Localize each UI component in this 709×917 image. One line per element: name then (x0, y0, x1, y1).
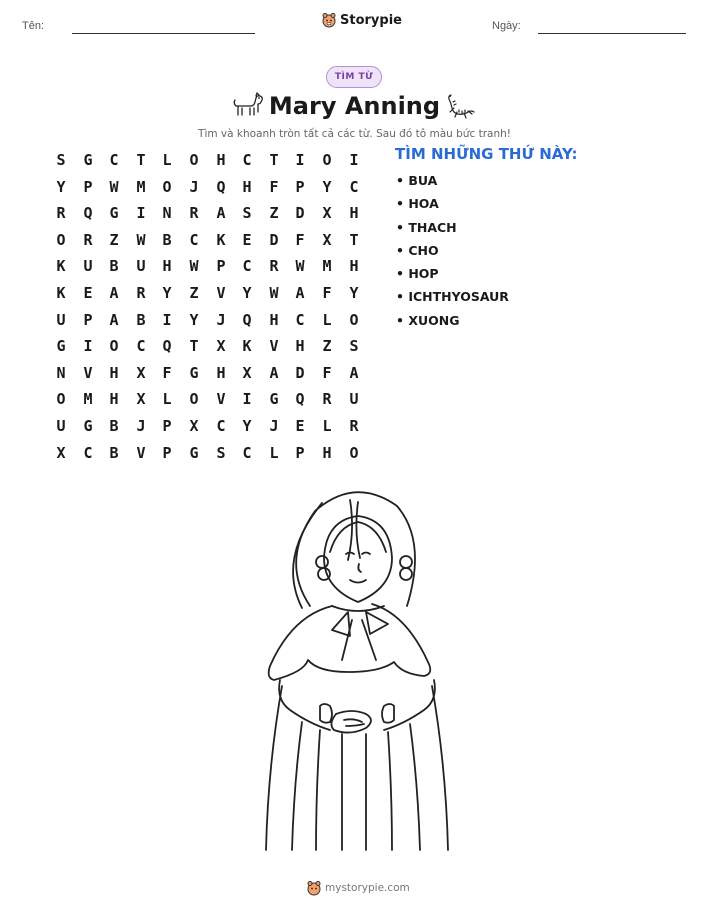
name-line[interactable] (72, 33, 255, 34)
footer-url[interactable]: mystorypie.com (325, 882, 410, 894)
grid-letter[interactable]: I (349, 151, 359, 169)
grid-letter[interactable]: Q (83, 204, 93, 222)
word-list-title: TÌM NHỮNG THỨ NÀY: (395, 145, 578, 163)
grid-letter[interactable]: Z (322, 337, 332, 355)
grid-letter[interactable]: E (83, 284, 93, 302)
grid-letter[interactable]: W (269, 284, 279, 302)
grid-letter[interactable]: G (109, 204, 119, 222)
grid-letter[interactable]: X (216, 337, 226, 355)
grid-letter[interactable]: C (242, 257, 252, 275)
grid-letter[interactable]: P (295, 444, 305, 462)
grid-letter[interactable]: X (136, 364, 146, 382)
grid-letter[interactable]: A (109, 311, 119, 329)
grid-letter[interactable]: H (349, 257, 359, 275)
grid-letter[interactable]: J (136, 417, 146, 435)
grid-letter[interactable]: A (295, 284, 305, 302)
grid-letter[interactable]: M (322, 257, 332, 275)
grid-letter[interactable]: A (269, 364, 279, 382)
grid-letter[interactable]: H (322, 444, 332, 462)
grid-letter[interactable]: S (349, 337, 359, 355)
date-line[interactable] (538, 33, 686, 34)
grid-letter[interactable]: I (242, 390, 252, 408)
grid-letter[interactable]: O (109, 337, 119, 355)
grid-letter[interactable]: C (295, 311, 305, 329)
grid-letter[interactable]: G (269, 390, 279, 408)
grid-letter[interactable]: K (242, 337, 252, 355)
grid-letter[interactable]: M (83, 390, 93, 408)
grid-letter[interactable]: Y (242, 417, 252, 435)
grid-letter[interactable]: Y (56, 178, 66, 196)
grid-letter[interactable]: P (83, 311, 93, 329)
grid-letter[interactable]: C (242, 151, 252, 169)
grid-letter[interactable]: H (349, 204, 359, 222)
grid-letter[interactable]: R (136, 284, 146, 302)
grid-letter[interactable]: S (216, 444, 226, 462)
plesiosaur-fossil-icon (444, 92, 476, 122)
storypie-logo-icon (307, 880, 321, 896)
grid-letter[interactable]: F (322, 364, 332, 382)
grid-letter[interactable]: Z (109, 231, 119, 249)
grid-letter[interactable]: U (349, 390, 359, 408)
grid-letter[interactable]: X (56, 444, 66, 462)
grid-letter[interactable]: F (162, 364, 172, 382)
grid-letter[interactable]: R (189, 204, 199, 222)
grid-letter[interactable]: G (189, 444, 199, 462)
grid-letter[interactable]: L (162, 390, 172, 408)
grid-letter[interactable]: R (56, 204, 66, 222)
grid-letter[interactable]: D (295, 204, 305, 222)
grid-letter[interactable]: K (216, 231, 226, 249)
word-item: • HOA (396, 196, 439, 212)
grid-letter[interactable]: J (269, 417, 279, 435)
worksheet-type-badge: TÌM TỪ (326, 66, 382, 88)
grid-letter[interactable]: I (83, 337, 93, 355)
grid-letter[interactable]: F (269, 178, 279, 196)
grid-letter[interactable]: E (295, 417, 305, 435)
grid-letter[interactable]: Y (349, 284, 359, 302)
grid-letter[interactable]: L (269, 444, 279, 462)
grid-letter[interactable]: R (322, 390, 332, 408)
grid-letter[interactable]: A (109, 284, 119, 302)
mary-anning-coloring-illustration[interactable] (262, 488, 452, 854)
instructions: Tìm và khoanh tròn tất cả các từ. Sau đó tô màu bức tranh! (198, 128, 511, 140)
grid-letter[interactable]: D (295, 364, 305, 382)
grid-letter[interactable]: Y (322, 178, 332, 196)
grid-letter[interactable]: K (56, 284, 66, 302)
grid-letter[interactable]: B (109, 257, 119, 275)
grid-letter[interactable]: B (109, 444, 119, 462)
word-item: • XUONG (396, 312, 460, 328)
grid-letter[interactable]: Q (216, 178, 226, 196)
grid-letter[interactable]: B (136, 311, 146, 329)
grid-letter[interactable]: I (295, 151, 305, 169)
grid-letter[interactable]: R (349, 417, 359, 435)
word-item: • THACH (396, 219, 457, 235)
grid-letter[interactable]: L (162, 151, 172, 169)
brand (322, 12, 402, 28)
grid-letter[interactable]: A (216, 204, 226, 222)
grid-letter[interactable]: G (83, 151, 93, 169)
grid-letter[interactable]: C (349, 178, 359, 196)
grid-letter[interactable]: O (162, 178, 172, 196)
grid-letter[interactable]: T (349, 231, 359, 249)
grid-letter[interactable]: O (189, 390, 199, 408)
grid-letter[interactable]: H (295, 337, 305, 355)
grid-letter[interactable]: U (136, 257, 146, 275)
grid-letter[interactable]: O (56, 390, 66, 408)
storypie-logo-icon (322, 12, 336, 28)
grid-letter[interactable]: N (56, 364, 66, 382)
grid-letter[interactable]: B (162, 231, 172, 249)
grid-letter[interactable]: W (189, 257, 199, 275)
grid-letter[interactable]: F (322, 284, 332, 302)
grid-letter[interactable]: H (242, 178, 252, 196)
grid-letter[interactable]: Z (189, 284, 199, 302)
grid-letter[interactable]: G (56, 337, 66, 355)
grid-letter[interactable]: P (162, 417, 172, 435)
grid-letter[interactable]: Y (162, 284, 172, 302)
grid-letter[interactable]: W (109, 178, 119, 196)
brand-name: Storypie (340, 12, 402, 28)
grid-letter[interactable]: P (216, 257, 226, 275)
grid-letter[interactable]: P (162, 444, 172, 462)
grid-letter[interactable]: U (56, 311, 66, 329)
date-label: Ngày: (492, 20, 521, 32)
grid-letter[interactable]: C (109, 151, 119, 169)
grid-letter[interactable]: C (216, 417, 226, 435)
grid-letter[interactable]: H (269, 311, 279, 329)
word-item: • ICHTHYOSAUR (396, 289, 509, 305)
name-label: Tên: (22, 20, 45, 32)
grid-letter[interactable]: Z (269, 204, 279, 222)
grid-letter[interactable]: P (83, 178, 93, 196)
grid-letter[interactable]: J (189, 178, 199, 196)
grid-letter[interactable]: X (136, 390, 146, 408)
grid-letter[interactable]: R (83, 231, 93, 249)
grid-letter[interactable]: H (109, 390, 119, 408)
grid-letter[interactable]: T (189, 337, 199, 355)
grid-letter[interactable]: F (295, 231, 305, 249)
footer (307, 880, 410, 896)
grid-letter[interactable]: H (216, 151, 226, 169)
word-item: • HOP (396, 266, 439, 282)
grid-letter[interactable]: P (295, 178, 305, 196)
grid-letter[interactable]: Y (189, 311, 199, 329)
grid-letter[interactable]: Q (295, 390, 305, 408)
grid-letter[interactable]: O (349, 444, 359, 462)
grid-letter[interactable]: U (56, 417, 66, 435)
grid-letter[interactable]: T (269, 151, 279, 169)
grid-letter[interactable]: H (216, 364, 226, 382)
grid-letter[interactable]: V (216, 390, 226, 408)
grid-letter[interactable]: H (162, 257, 172, 275)
grid-letter[interactable]: S (56, 151, 66, 169)
grid-letter[interactable]: G (83, 417, 93, 435)
grid-letter[interactable]: O (56, 231, 66, 249)
word-item: • BUA (396, 173, 438, 188)
grid-letter[interactable]: X (322, 204, 332, 222)
grid-letter[interactable]: K (56, 257, 66, 275)
grid-letter[interactable]: C (136, 337, 146, 355)
grid-letter[interactable]: M (136, 178, 146, 196)
grid-letter[interactable]: O (322, 151, 332, 169)
grid-letter[interactable]: U (83, 257, 93, 275)
grid-letter[interactable]: T (136, 151, 146, 169)
word-list (396, 172, 509, 335)
grid-letter[interactable]: I (136, 204, 146, 222)
grid-letter[interactable]: D (269, 231, 279, 249)
grid-letter[interactable]: C (242, 444, 252, 462)
grid-letter[interactable]: C (189, 231, 199, 249)
grid-letter[interactable]: W (136, 231, 146, 249)
grid-letter[interactable]: R (269, 257, 279, 275)
grid-letter[interactable]: Q (162, 337, 172, 355)
grid-letter[interactable]: Y (242, 284, 252, 302)
word-item: • CHO (396, 242, 439, 258)
grid-letter[interactable]: V (269, 337, 279, 355)
grid-letter[interactable]: Q (242, 311, 252, 329)
grid-letter[interactable]: C (83, 444, 93, 462)
grid-letter[interactable]: N (162, 204, 172, 222)
grid-letter[interactable]: E (242, 231, 252, 249)
grid-letter[interactable]: I (162, 311, 172, 329)
grid-letter[interactable]: B (109, 417, 119, 435)
grid-letter[interactable]: W (295, 257, 305, 275)
grid-letter[interactable]: O (189, 151, 199, 169)
grid-letter[interactable]: V (216, 284, 226, 302)
grid-letter[interactable]: J (216, 311, 226, 329)
grid-letter[interactable]: S (242, 204, 252, 222)
grid-letter[interactable]: H (109, 364, 119, 382)
grid-letter[interactable]: G (189, 364, 199, 382)
page-title: Mary Anning (268, 92, 441, 120)
grid-letter[interactable]: A (349, 364, 359, 382)
grid-letter[interactable]: X (189, 417, 199, 435)
grid-letter[interactable]: L (322, 417, 332, 435)
grid-letter[interactable]: V (83, 364, 93, 382)
grid-letter[interactable]: X (322, 231, 332, 249)
grid-letter[interactable]: L (322, 311, 332, 329)
grid-letter[interactable]: V (136, 444, 146, 462)
grid-letter[interactable]: O (349, 311, 359, 329)
grid-letter[interactable]: X (242, 364, 252, 382)
